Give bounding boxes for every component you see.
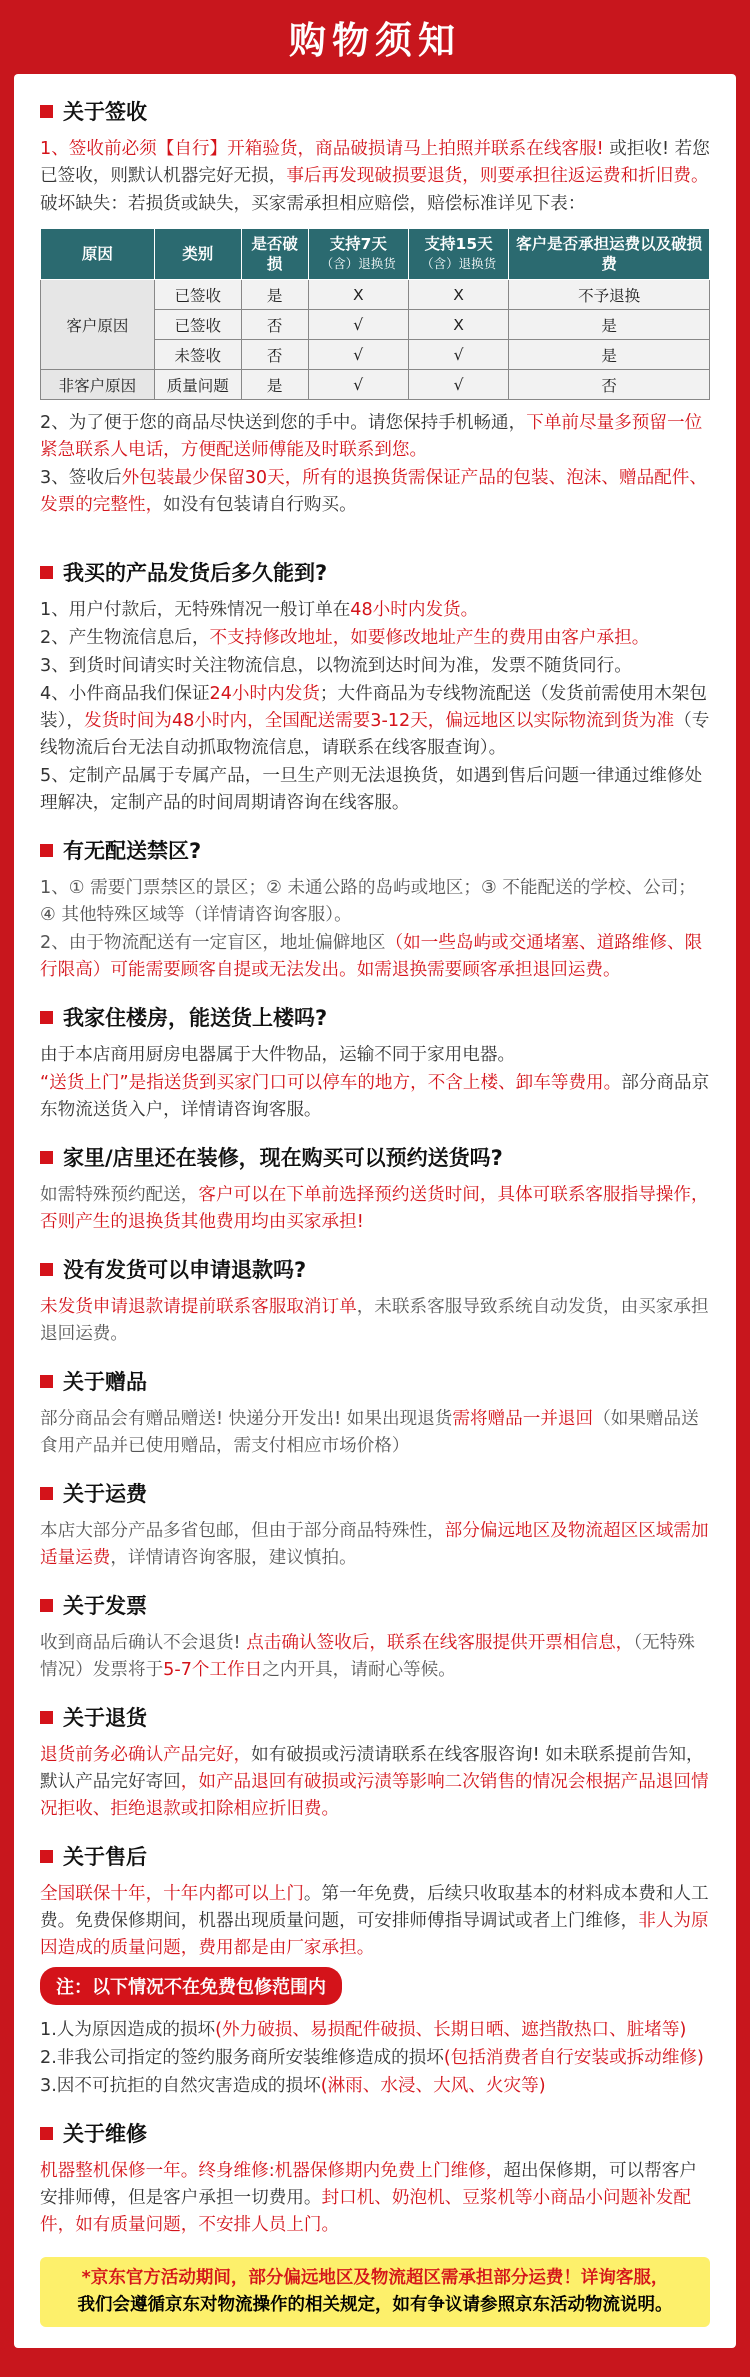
paragraph (40, 625, 710, 652)
section-heading (40, 1478, 710, 1508)
text: 2、为了便于您的商品尽快送到您的手中。请您保持手机畅通， (40, 413, 527, 433)
text: 3.因不可抗拒的自然灾害造成的损坏 (40, 2076, 321, 2096)
table-header (308, 229, 408, 280)
square-bullet-icon (40, 566, 53, 579)
section-heading (40, 96, 710, 126)
section-heading-text: 关于维修 (63, 2122, 147, 2146)
paragraph (40, 597, 710, 624)
section-heading (40, 1590, 710, 1620)
text-red: 不支持修改地址，如要修改地址产生的费用由客户承担。 (209, 628, 650, 648)
section-heading (40, 1366, 710, 1396)
table-cell: 是 (241, 370, 308, 400)
text: 如有破损或污渍请联系在线客服咨询! 如未联系提前告知，默认产品完好寄回 (40, 1745, 704, 1792)
table-cell: √ (308, 310, 408, 340)
text-red: 48小时内发货。 (350, 600, 479, 620)
table-header-sub: （含）退换货 (421, 256, 497, 271)
section-heading-text: 我家住楼房，能送货上楼吗? (63, 1006, 328, 1030)
table-header: 是否破损 (241, 229, 308, 280)
text-red: 点击确认签收后，联系在线客服提供开票相信息， (246, 1633, 634, 1653)
text: 1、用户付款后，无特殊情况一般订单在 (40, 600, 351, 620)
compensation-table (40, 228, 710, 400)
paragraph (40, 1630, 710, 1684)
table-cell: 不予退换 (509, 280, 710, 310)
paragraph (40, 1294, 710, 1348)
table-header-row (41, 229, 710, 280)
text-red: (淋雨、水浸、大风、火灾等) (320, 2076, 546, 2096)
table-cell: 已签收 (154, 310, 241, 340)
text-red: (包括消费者自行安装或拆动维修) (443, 2048, 704, 2068)
table-cell: 质量问题 (154, 370, 241, 400)
list-item (40, 2017, 710, 2044)
text: 3、签收后 (40, 468, 122, 488)
text-red: (外力破损、易损配件破损、长期日晒、遮挡散热口、脏堵等) (215, 2020, 687, 2040)
page-title: 购物须知 (289, 19, 461, 62)
section-heading-text: 关于退货 (63, 1706, 147, 1730)
table-row (41, 280, 710, 310)
table-cell: 否 (241, 340, 308, 370)
paragraph: 1、① 需要门票禁区的景区；② 未通公路的岛屿或地区；③ 不能配送的学校、公司；④ 其他特殊区域等（详情请咨询客服）。 (40, 878, 696, 925)
text-red: 机器整机保修一年。终身维修:机器保修期内免费上门维修， (40, 2161, 504, 2181)
text-red: 退货前务必确认产品完好， (40, 1745, 252, 1765)
section-heading-text: 没有发货可以申请退款吗? (63, 1258, 307, 1282)
text-red: 5-7个工作日 (163, 1660, 263, 1680)
table-header (408, 229, 508, 280)
section-heading-text: 关于发票 (63, 1594, 147, 1618)
paragraph (40, 681, 710, 762)
paragraph (40, 1182, 710, 1236)
section-heading (40, 1841, 710, 1871)
text-red: 需将赠品一并退回 (452, 1409, 594, 1429)
text: 1.人为原因造成的损坏 (40, 2020, 216, 2040)
text-red: 如有质量问题，不安排人员上门。 (75, 2215, 340, 2235)
table-cell: √ (308, 340, 408, 370)
table-cell: 否 (509, 370, 710, 400)
section-invoice (40, 1590, 710, 1684)
text-red: 下单前尽量多预留一位紧急联系人电话，方便配送师傅能及时联系到您。 (40, 413, 703, 460)
paragraph: 5、定制产品属于专属产品，一旦生产则无法退换货，如遇到售后问题一律通过维修处理解决，定制产品的时间周期请咨询在线客服。 (40, 766, 703, 813)
section-delivery-time (40, 557, 710, 817)
section-receipt (40, 96, 710, 519)
section-heading-text: 关于运费 (63, 1482, 147, 1506)
paragraph: 3、到货时间请实时关注物流信息，以物流到达时间为准，发票不随货同行。 (40, 656, 632, 676)
text: 如没有包装请自行购买。 (163, 495, 357, 515)
square-bullet-icon (40, 1850, 53, 1863)
section-shipping-fee (40, 1478, 710, 1572)
text: 4、小件商品我们保证 (40, 684, 210, 704)
text-red: 外包装最少保留30天，所有的退换货需保证产品的包装、泡沫、赠品配件、发票的完整性， (40, 468, 707, 515)
table-cell: 已签收 (154, 280, 241, 310)
square-bullet-icon (40, 1375, 53, 1388)
section-returns (40, 1702, 710, 1823)
footer-line: 我们会遵循京东对物流操作的相关规定，如有争议请参照京东活动物流说明。 (77, 2295, 673, 2315)
square-bullet-icon (40, 105, 53, 118)
section-heading-text: 关于售后 (63, 1845, 147, 1869)
square-bullet-icon (40, 1011, 53, 1024)
section-restricted-areas (40, 835, 710, 984)
text: （如果赠品送食用产品并已使用赠品，需支付相应市场价格） (40, 1409, 699, 1456)
table-cell: 是 (509, 340, 710, 370)
paragraph (40, 410, 710, 464)
section-heading (40, 1702, 710, 1732)
table-cell: 否 (241, 310, 308, 340)
footer-line: *京东官方活动期间，部分偏远地区及物流超区需承担部分运费！详询客服， (81, 2268, 669, 2288)
text-red: “送货上门”是指送货到买家门口可以停车的地方，不含上楼、卸车等费用。 (40, 1073, 622, 1093)
table-header: 原因 (41, 229, 155, 280)
section-heading (40, 557, 710, 587)
list-item (40, 2045, 710, 2072)
section-heading (40, 1002, 710, 1032)
text: ，未联系客服导致系统自动发货，由买家承担退回运费。 (40, 1297, 709, 1344)
section-heading-text: 有无配送禁区? (63, 839, 202, 863)
table-header: 类别 (154, 229, 241, 280)
text: 或拒收! 若您已签收，则默认机器完好无损， (40, 139, 710, 186)
paragraph (40, 465, 710, 519)
square-bullet-icon (40, 1711, 53, 1724)
square-bullet-icon (40, 1599, 53, 1612)
text: 。第一年免费，后续只收取基本的材料成本费和人工费。免费保修期间，机器出现质量问题，可安排师傅指导调试或者上门维修， (40, 1884, 709, 1931)
text: （无特殊情况）发票将于 (40, 1633, 695, 1680)
section-scheduled-delivery (40, 1142, 710, 1236)
paragraph (40, 930, 710, 984)
paragraph (40, 1881, 710, 1962)
text-red: 未发货申请退款请提前联系客服取消订单 (40, 1297, 357, 1317)
square-bullet-icon (40, 1151, 53, 1164)
section-heading-text: 关于赠品 (63, 1370, 147, 1394)
text-red: 全国联保十年，十年内都可以上门 (40, 1884, 304, 1904)
text-red: 非人为原因造成的质量问题，费用都是由厂家承担。 (40, 1911, 709, 1958)
square-bullet-icon (40, 2127, 53, 2140)
section-heading (40, 2118, 710, 2148)
square-bullet-icon (40, 1263, 53, 1276)
section-heading (40, 1254, 710, 1284)
text: 部分商品会有赠品赠送! 快递分开发出! 如果出现退货 (40, 1409, 453, 1429)
warranty-exclusion-badge: 注：以下情况不在免费包修范围内 (40, 1967, 342, 2005)
section-heading-text: 关于签收 (63, 100, 147, 124)
table-cell: 是 (509, 310, 710, 340)
table-header-text: 支持15天 (424, 235, 493, 253)
paragraph (40, 136, 710, 190)
table-header-sub: （含）退换货 (320, 256, 396, 271)
section-after-sales (40, 1841, 710, 2100)
table-cell: 未签收 (154, 340, 241, 370)
text: 之内开具，请耐心等候。 (262, 1660, 456, 1680)
section-upstairs (40, 1002, 710, 1124)
table-header: 客户是否承担运费以及破损费 (509, 229, 710, 280)
paragraph (40, 1406, 710, 1460)
text-red: 封口机、奶泡机、豆浆机等小商品小问题补发配件， (40, 2188, 691, 2235)
text-red: （如一些岛屿或交通堵塞、道路维修、限行限高）可能需要顾客自提或无法发出。如需退换需要顾客承担退回运费。 (40, 933, 703, 980)
notice-panel (14, 74, 736, 2348)
text: 2、产生物流信息后， (40, 628, 210, 648)
section-heading-text: 我买的产品发货后多久能到? (63, 561, 328, 585)
section-heading-text: 家里/店里还在装修，现在购买可以预约送货吗? (63, 1146, 503, 1170)
table-cell: √ (308, 370, 408, 400)
section-repair (40, 2118, 710, 2239)
text-red: 部分偏远地区及物流超区区域需加适量运费 (40, 1521, 709, 1568)
text: 本店大部分产品多省包邮，但由于部分商品特殊性， (40, 1521, 445, 1541)
table-cell: X (408, 310, 508, 340)
text-red: ，如产品退回有破损或污渍等影响二次销售的情况会根据产品退回情况拒收、拒绝退款或扣除相应折旧费。 (40, 1772, 709, 1819)
text-red: 发货时间为48小时内，全国配送需要3-12天，偏远地区以实际物流到货为准 (83, 711, 675, 731)
text: 2、由于物流配送有一定盲区，地址偏僻地区 (40, 933, 386, 953)
section-heading (40, 1142, 710, 1172)
section-gifts (40, 1366, 710, 1460)
text: 超出保修期，可以帮客户安排师傅，但是客户承担一切费用。 (40, 2161, 697, 2208)
text: 部分商品京东物流送货入户，详情请咨询客服。 (40, 1073, 710, 1120)
text-red: 24小时内发货 (209, 684, 320, 704)
text-red: 事后再发现破损要退货，则要承担往返运费和折旧费。 (286, 166, 709, 186)
text: ；大件商品为专线物流配送（发货前需使用木架包装）， (40, 684, 707, 731)
text: 如需特殊预约配送， (40, 1185, 199, 1205)
table-cell: √ (408, 370, 508, 400)
text: （专线物流后台无法自动抓取物流信息，请联系在线客服查询）。 (40, 711, 710, 758)
paragraph (40, 1070, 710, 1124)
section-refund (40, 1254, 710, 1348)
table-cell: √ (408, 340, 508, 370)
footer-notice (40, 2257, 710, 2327)
paragraph (40, 1518, 710, 1572)
table-row (41, 370, 710, 400)
table-header-text: 支持7天 (329, 235, 387, 253)
text: ，详情请咨询客服，建议慎拍。 (110, 1548, 357, 1568)
text: 收到商品后确认不会退货! (40, 1633, 247, 1653)
square-bullet-icon (40, 1487, 53, 1500)
paragraph (40, 2158, 710, 2239)
text: 2.非我公司指定的签约服务商所安装维修造成的损坏 (40, 2048, 444, 2068)
paragraph: 由于本店商用厨房电器属于大件物品，运输不同于家用电器。 (40, 1045, 516, 1065)
table-cell: 非客户原因 (41, 370, 155, 400)
table-cell: 是 (241, 280, 308, 310)
table-cell: X (308, 280, 408, 310)
square-bullet-icon (40, 844, 53, 857)
table-cell: X (408, 280, 508, 310)
text-red: 客户可以在下单前选择预约送货时间，具体可联系客服指导操作，否则产生的退换货其他费用均由买家承担! (40, 1185, 709, 1232)
section-heading (40, 835, 710, 865)
list-item (40, 2073, 710, 2100)
paragraph (40, 1742, 710, 1823)
text-red: 1、签收前必须【自行】开箱验货，商品破损请马上拍照并联系在线客服! (40, 139, 604, 159)
table-cell: 客户原因 (41, 280, 155, 370)
paragraph: 破坏缺失：若损货或缺失，买家需承担相应赔偿，赔偿标准详见下表： (40, 194, 586, 214)
